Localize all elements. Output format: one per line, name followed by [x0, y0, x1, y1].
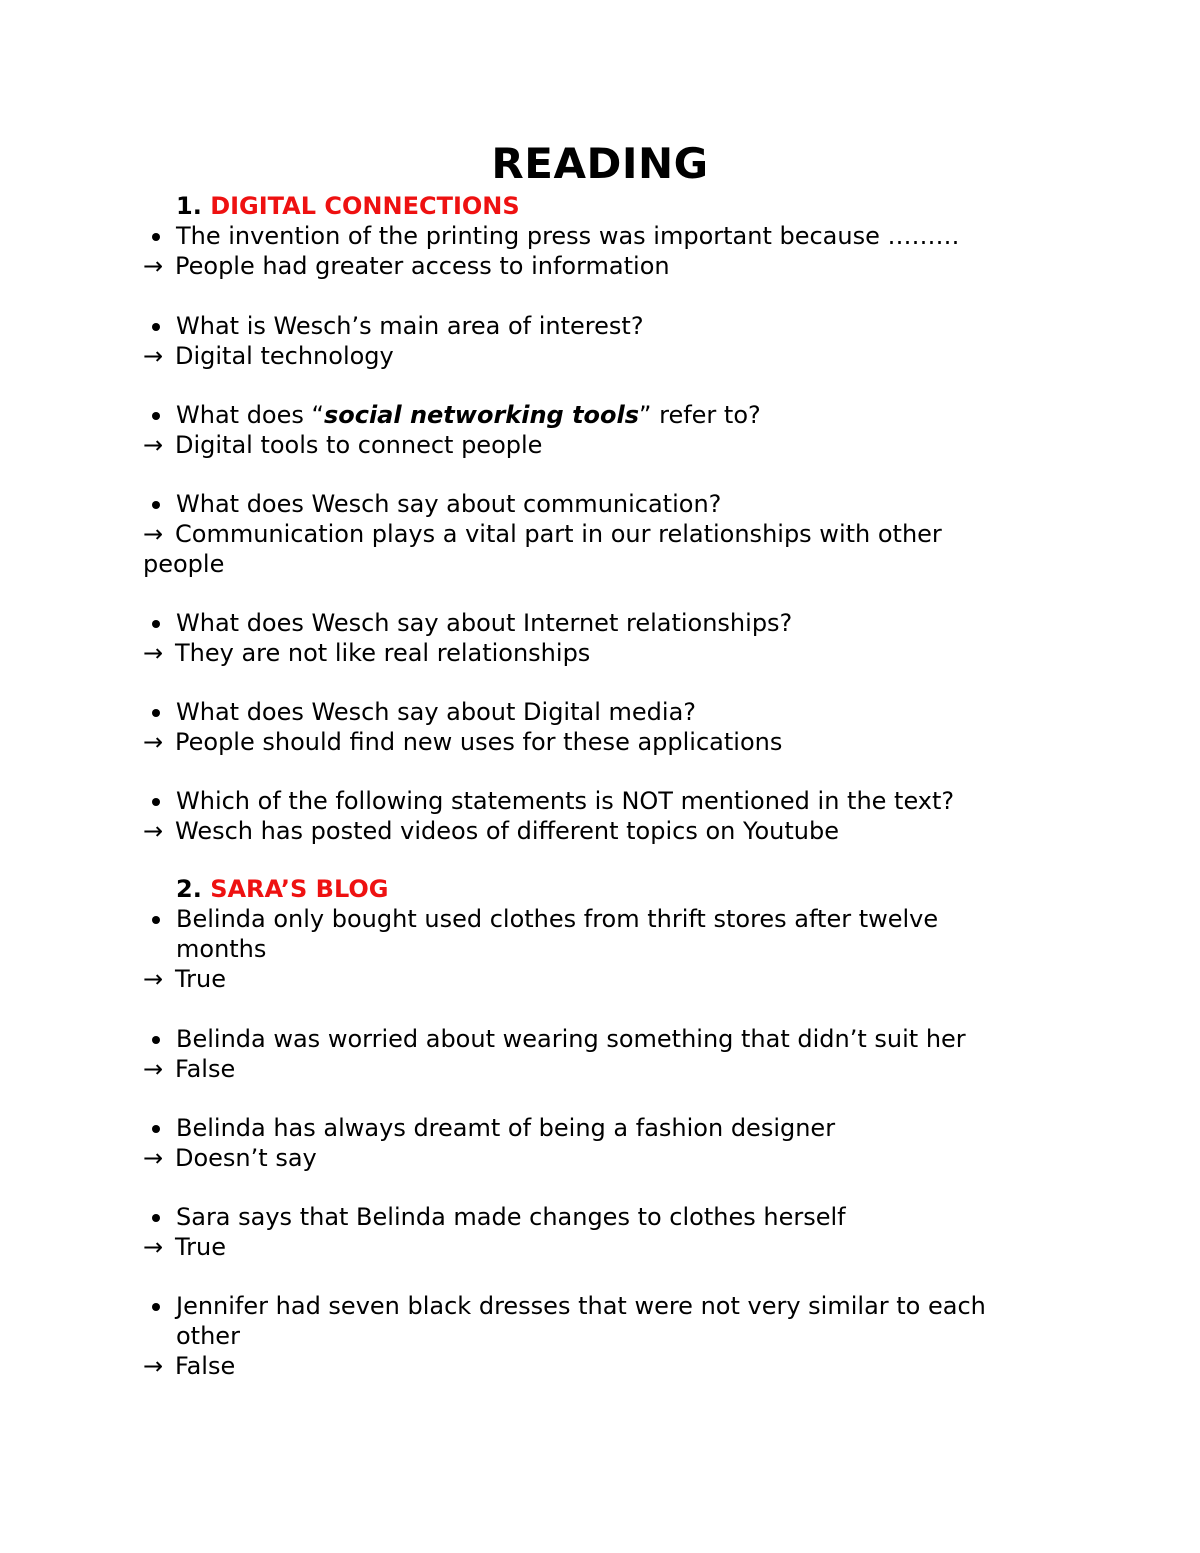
statement-text: Sara says that Belinda made changes to clothes herself	[176, 1203, 846, 1231]
question-text: What does Wesch say about Internet relationships?	[176, 609, 793, 637]
question-text: What does Wesch say about Digital media?	[176, 698, 697, 726]
answer-text: Doesn’t say	[175, 1144, 317, 1172]
question-text	[152, 401, 761, 429]
answer-item	[143, 638, 590, 668]
answer-text: True	[175, 1233, 226, 1261]
answer-text: Wesch has posted videos of different topics on Youtube	[175, 817, 839, 845]
answer-item	[143, 1232, 226, 1262]
bullet-icon	[152, 1303, 160, 1311]
bullet-icon	[152, 1036, 160, 1044]
arrow-right-icon: →	[143, 520, 164, 548]
answer-text: True	[175, 965, 226, 993]
question-text-pre: What does “	[176, 401, 324, 429]
question-text-post: ” refer to?	[639, 401, 761, 429]
arrow-right-icon: →	[143, 431, 164, 459]
answer-text: Digital technology	[175, 342, 394, 370]
arrow-right-icon: →	[143, 1352, 164, 1380]
answer-text-continued: people	[143, 550, 225, 578]
question-item	[152, 786, 954, 816]
arrow-right-icon: →	[143, 1144, 164, 1172]
bullet-icon	[152, 501, 160, 509]
question-item	[152, 221, 960, 251]
answer-text: Digital tools to connect people	[175, 431, 543, 459]
bullet-icon	[152, 233, 160, 241]
section-heading-saras-blog	[176, 874, 389, 904]
arrow-right-icon: →	[143, 817, 164, 845]
question-item	[152, 697, 696, 727]
arrow-right-icon: →	[143, 965, 164, 993]
statement-item	[152, 1113, 835, 1143]
answer-item	[143, 430, 542, 460]
section-heading-digital-connections	[176, 191, 520, 221]
statement-text-continued: months	[176, 935, 267, 963]
answer-item	[143, 1054, 235, 1084]
page-title: READING	[491, 139, 709, 188]
statement-text-continued: other	[176, 1322, 240, 1350]
statement-item	[152, 1202, 846, 1232]
answer-item	[143, 341, 394, 371]
statement-text: Belinda has always dreamt of being a fashion designer	[176, 1114, 836, 1142]
section-number: 1.	[176, 192, 202, 220]
bullet-icon	[152, 709, 160, 717]
statement-item	[152, 904, 938, 934]
section-title: SARA’S BLOG	[210, 875, 389, 903]
question-text: Which of the following statements is NOT mentioned in the text?	[176, 787, 955, 815]
question-item	[152, 608, 792, 638]
statement-text: Belinda was worried about wearing something that didn’t suit her	[176, 1025, 966, 1053]
answer-item	[143, 251, 670, 281]
statement-item	[152, 1291, 986, 1321]
question-item	[152, 311, 644, 341]
question-item	[152, 400, 761, 430]
bullet-icon	[152, 916, 160, 924]
answer-item	[143, 1143, 317, 1173]
answer-item	[143, 519, 942, 549]
arrow-right-icon: →	[143, 639, 164, 667]
answer-text: False	[175, 1055, 236, 1083]
answer-text: They are not like real relationships	[175, 639, 591, 667]
question-text: What does Wesch say about communication?	[176, 490, 722, 518]
answer-item	[143, 1351, 235, 1381]
statement-text: Jennifer had seven black dresses that were not very similar to each	[176, 1292, 986, 1320]
arrow-right-icon: →	[143, 1055, 164, 1083]
bullet-icon	[152, 620, 160, 628]
answer-item	[143, 727, 782, 757]
arrow-right-icon: →	[143, 342, 164, 370]
answer-text: People had greater access to information	[175, 252, 670, 280]
bullet-icon	[152, 1125, 160, 1133]
arrow-right-icon: →	[143, 1233, 164, 1261]
answer-item	[143, 964, 226, 994]
section-number: 2.	[176, 875, 202, 903]
question-text: What is Wesch’s main area of interest?	[176, 312, 644, 340]
answer-text: People should find new uses for these applications	[175, 728, 783, 756]
bullet-icon	[152, 798, 160, 806]
question-item	[152, 489, 721, 519]
answer-text: False	[175, 1352, 236, 1380]
arrow-right-icon: →	[143, 252, 164, 280]
answer-text: Communication plays a vital part in our relationships with other	[175, 520, 942, 548]
section-title: DIGITAL CONNECTIONS	[210, 192, 520, 220]
bullet-icon	[152, 412, 160, 420]
statement-item	[152, 1024, 966, 1054]
question-text: The invention of the printing press was important because ………	[176, 222, 960, 250]
bullet-icon	[152, 323, 160, 331]
bullet-icon	[152, 1214, 160, 1222]
answer-item	[143, 816, 839, 846]
question-emphasis: social networking tools	[323, 401, 640, 429]
arrow-right-icon: →	[143, 728, 164, 756]
statement-text: Belinda only bought used clothes from thrift stores after twelve	[176, 905, 939, 933]
